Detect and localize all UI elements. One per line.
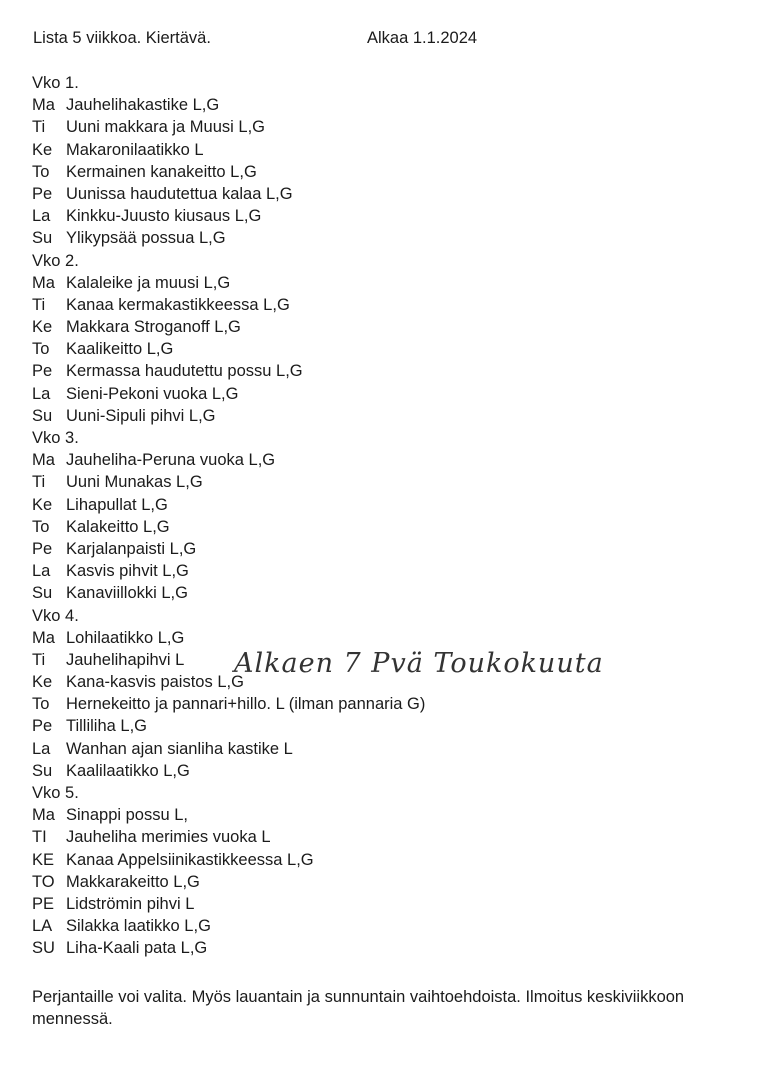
- week-label: Vko 5.: [32, 784, 79, 802]
- week-label: Vko 1.: [32, 74, 79, 92]
- menu-item: La Wanhan ajan sianliha kastike L: [32, 739, 293, 758]
- menu-item: Su Ylikypsää possua L,G: [32, 229, 226, 248]
- menu-item: Ti Uuni Munakas L,G: [32, 473, 203, 492]
- handwritten-note-text: Alkaen 7 Pvä Toukokuuta: [234, 648, 604, 679]
- menu-item: SU Liha-Kaali pata L,G: [32, 939, 208, 958]
- menu-item: PE Lidströmin pihvi L: [32, 894, 195, 913]
- menu-item: Ma Sinappi possu L,: [32, 806, 189, 825]
- menu-item: Ma Jauheliha-Peruna vuoka L,G: [32, 451, 276, 470]
- document-title: Lista 5 viikkoa. Kiertävä.: [33, 29, 211, 47]
- menu-item: Pe Karjalanpaisti L,G: [32, 539, 197, 558]
- menu-item: Ma Lohilaatikko L,G: [32, 628, 185, 647]
- week-label: Vko 4.: [32, 606, 79, 625]
- menu-item: Su Kanaviillokki L,G: [32, 584, 188, 603]
- menu-item: LA Silakka laatikko L,G: [32, 917, 211, 936]
- menu-item: La Kinkku-Juusto kiusaus L,G: [32, 207, 262, 226]
- menu-item: TI Jauheliha merimies vuoka L: [32, 828, 271, 847]
- menu-item: To Kalakeitto L,G: [32, 517, 170, 536]
- menu-item: To Hernekeitto ja pannari+hillo. L (ilman pannaria G): [32, 695, 426, 714]
- menu-item: Pe Kermassa haudutettu possu L,G: [32, 362, 303, 381]
- menu-item: To Kermainen kanakeitto L,G: [32, 162, 257, 181]
- menu-item: KE Kanaa Appelsiinikastikkeessa L,G: [32, 850, 314, 869]
- menu-item: Pe Uunissa haudutettua kalaa L,G: [32, 184, 293, 203]
- footer-note: Perjantaille voi valita. Myös lauantain ja sunnuntain vaihtoehdoista. Ilmoitus keskiviikkoon mennessä.: [32, 988, 685, 1028]
- menu-item: Ma Kalaleike ja muusi L,G: [32, 273, 231, 292]
- menu-item: La Kasvis pihvit L,G: [32, 562, 189, 581]
- menu-item: Ke Kana-kasvis paistos L,G: [32, 673, 244, 692]
- menu-item: Ke Lihapullat L,G: [32, 495, 168, 514]
- handwritten-note: [232, 642, 632, 682]
- week-label: Vko 2.: [32, 251, 79, 270]
- start-date: Alkaa 1.1.2024: [367, 29, 478, 47]
- menu-item: Su Uuni-Sipuli pihvi L,G: [32, 406, 216, 425]
- menu-item: Ke Makkara Stroganoff L,G: [32, 318, 241, 337]
- menu-item: Ti Kanaa kermakastikkeessa L,G: [32, 295, 290, 314]
- menu-item: Ti Jauhelihapihvi L: [32, 650, 185, 669]
- weekly-menu: [32, 72, 732, 960]
- menu-item: Su Kaalilaatikko L,G: [32, 761, 190, 780]
- menu-item: Ma Jauhelihakastike L,G: [32, 96, 220, 115]
- menu-item: La Sieni-Pekoni vuoka L,G: [32, 384, 239, 403]
- header: [0, 29, 761, 51]
- menu-item: To Kaalikeitto L,G: [32, 340, 174, 359]
- menu-item: Ti Uuni makkara ja Muusi L,G: [32, 118, 265, 137]
- menu-item: Ke Makaronilaatikko L: [32, 140, 204, 159]
- menu-item: Pe Tilliliha L,G: [32, 717, 147, 736]
- week-label: Vko 3.: [32, 429, 79, 447]
- menu-item: TO Makkarakeitto L,G: [32, 872, 200, 891]
